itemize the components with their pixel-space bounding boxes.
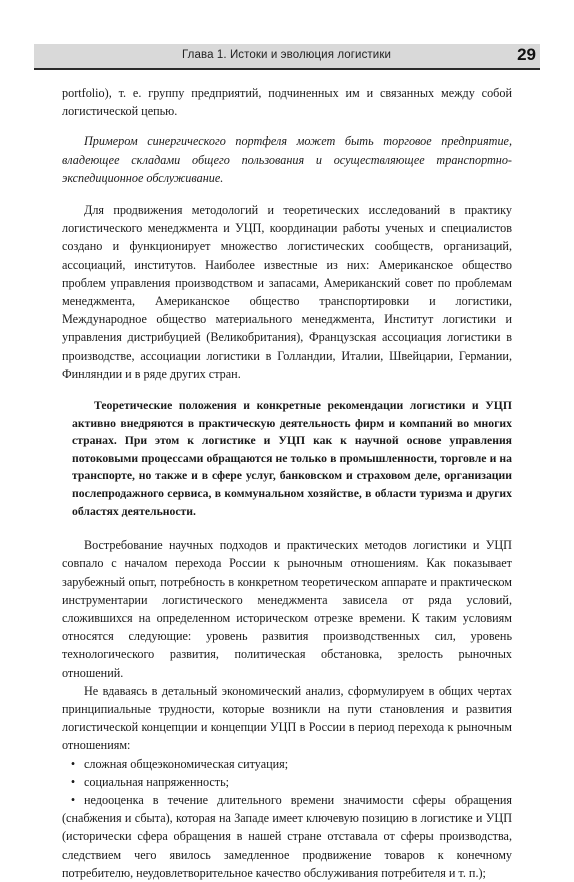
paragraph-russia-transition: Востребование научных подходов и практических методов логистики и УЦП совпало с началом перехода России к рыночным отношениям. Как показывает зарубежный опыт, потребность в конкретном теоретическом аппарате и практическом инструментарии логистического менеджмента зависела от ряда условий, сложившихся на определенном историческом отрезке времени. К таким условиям относятся следующие: уровень развития производственных сил, уровень технологического развития, политическая обстановка, зрелость рыночных отношений. [62,538,512,680]
paragraph-difficulties-intro: Не вдаваясь в детальный экономический анализ, сформулируем в общих чертах принципиальные трудности, которые возникли на пути становления и развития логистической концепции и концепции УЦП в России в период перехода к рыночным отношениям: [62,683,512,753]
difficulties-list [62,755,512,882]
bold-callout-paragraph: Теоретические положения и конкретные рекомендации логистики и УЦП активно внедряются в практическую деятельность фирм и компаний во многих странах. При этом к логистике и УЦП как к научной основе управления потоковыми процессами обращаются не только в промышленности, торговле и на транспорте, но также и в сфере услуг, банковском и страховом деле, организации послепродажного сервиса, в коммунальном хозяйстве, в области туризма и других областях деятельности. [72,399,512,518]
italic-example-paragraph: Примером синергического портфеля может быть торговое предприятие, владеющее складами общего пользования и осуществляющее транспортно-экспедиционное обслуживание. [62,134,512,185]
list-item [62,755,512,773]
bullet-icon: • [70,774,76,789]
list-item [62,791,512,882]
list-item-text: сложная общеэкономическая ситуация; [84,756,289,771]
list-item [62,773,512,791]
chapter-title: Глава 1. Истоки и эволюция логистики [182,49,391,61]
running-header [34,44,540,70]
bullet-icon: • [70,756,76,771]
paragraph-societies: Для продвижения методологий и теоретических исследований в практику логистического менеджмента и УЦП, координации работы ученых и специалистов создано и функционирует множество логистических сообществ, организаций, ассоциаций, институтов. Наиболее известные из них: Американское общество проблем управления производством и запасами, Американский совет по проблемам менеджмента, Американское общество транспортировки и логистики, Международное общество материального менеджмента, Институт логистики и управления дистрибуцией (Великобритания), Французская ассоциация логистики в производстве, ассоциации логистики в Голландии, Италии, Швейцарии, Германии, Финляндии и в ряде других стран. [62,203,512,381]
bullet-icon: • [70,793,76,808]
list-item-text: социальная напряженность; [84,774,230,789]
page-body [62,84,512,882]
page-number: 29 [517,45,536,64]
paragraph-1: portfolio), т. е. группу предприятий, подчиненных им и связанных между собой логистической цепью. [62,86,512,119]
list-item-text: недооценка в течение длительного времени значимости сферы обращения (снабжения и сбыта), которая на Западе имеет ключевую позицию в логистике и УЦП (исторически сфера обращения в нашей стране отставала от сферы производства, следствием чего явилось замедленное продвижение товаров к конечному потребителю, неудовлетворительное качество обслуживания потребителя и т. п.); [62,793,512,880]
